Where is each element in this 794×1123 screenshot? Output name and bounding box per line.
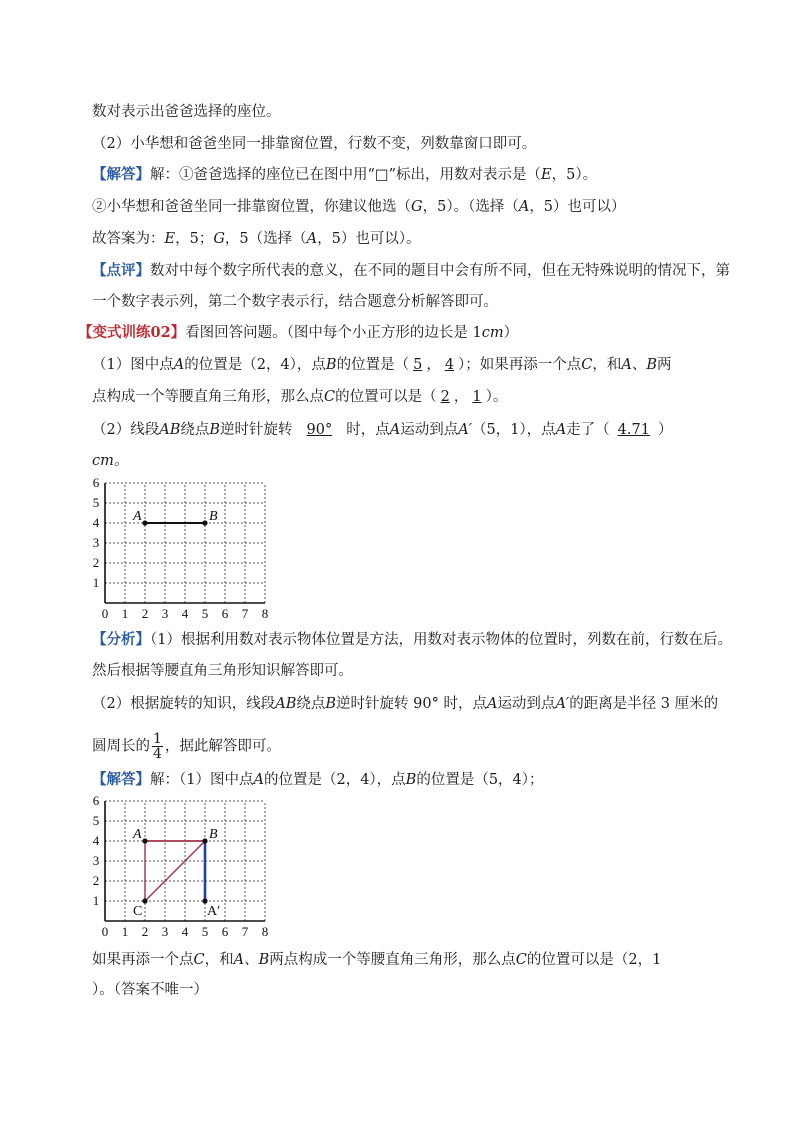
answer-blank: 1 [472,389,482,405]
x-tick-label: 7 [241,924,249,939]
point-label: C [133,904,143,919]
x-tick-label: 0 [101,924,109,939]
fraction: $\frac{1}{4}$ [153,731,162,762]
comment-line: 一个数字表示列，第二个数字表示行，结合题意分析解答即可。 [92,294,498,310]
x-tick-label: 2 [141,924,149,939]
question-line: （1）图中点A的位置是（2，4），点B的位置是（ 5 ， 4 ）；如果再添一个点C，和A、B两 [92,357,672,373]
x-tick-label: 4 [181,606,189,621]
coordinate-grid-answer [85,795,285,940]
x-tick-label: 6 [221,924,229,939]
answer-line: ②小华想和爸爸坐同一排靠窗位置，你建议他选（G，5）。（选择（A，5）也可以） [92,199,626,215]
y-tick-label: 4 [92,833,100,848]
y-tick-label: 3 [92,853,100,868]
y-tick-label: 6 [92,477,100,490]
paragraph-line: 数对表示出爸爸选择的座位。 [92,104,281,120]
x-tick-label: 5 [201,606,209,621]
x-tick-label: 0 [101,606,109,621]
paragraph-line: （2）小华想和爸爸坐同一排靠窗位置，行数不变，列数靠窗口即可。 [92,136,537,152]
x-tick-label: 8 [261,606,269,621]
comment-line: 【点评】数对中每个数字所代表的意义，在不同的题目中会有所不同，但在无特殊说明的情况下，第 [92,262,730,279]
final-line: 如果再添一个点C，和A、B两点构成一个等腰直角三角形，那么点C的位置可以是（2，1 [92,952,662,968]
x-tick-label: 3 [161,924,169,939]
analysis-line: 圆周长的 $\frac{1}{4}$ ，据此解答即可。 [92,731,281,762]
coordinate-grid [85,477,285,622]
y-tick-label: 2 [92,873,100,888]
x-tick-label: 4 [181,924,189,939]
y-tick-label: 4 [92,515,100,530]
answer-blank: 90° [306,422,333,438]
analysis-line: （2）根据旋转的知识，线段AB绕点B逆时针旋转 90° 时，点A运动到点A′的距离是半径 3 厘米的 [92,696,719,712]
point-label: A [133,509,142,524]
x-tick-label: 1 [121,606,129,621]
point-label: A [133,827,142,842]
point-label: A′ [207,904,221,919]
question-line: 点构成一个等腰直角三角形，那么点C的位置可以是（ 2 ， 1 ）。 [92,389,508,405]
y-tick-label: 6 [92,795,100,808]
answer-blank: 5 [413,357,423,373]
segment-cb [145,841,205,901]
point-A [142,838,147,843]
point-A′ [202,898,207,903]
x-tick-label: 6 [221,606,229,621]
analysis-tag: 【分析】 [92,631,150,648]
y-tick-label: 5 [92,495,100,510]
analysis-line: 【分析】（1）根据利用数对表示物体位置是方法，用数对表示物体的位置时，列数在前，行数在后。 [92,631,732,648]
answer-blank: 4 [444,357,455,373]
answer-blank: 4.71 [617,422,650,438]
point-A [142,520,147,525]
x-tick-label: 7 [241,606,249,621]
point-B [202,838,207,843]
analysis-line: 然后根据等腰直角三角形知识解答即可。 [92,663,353,679]
question-line: cm。 [92,453,129,469]
point-C [142,898,147,903]
question-line: （2）线段AB绕点B逆时针旋转 90° 时，点A运动到点A′（5，1），点A走了（ 4.71 ） [92,422,673,438]
x-tick-label: 1 [121,924,129,939]
answer-blank: 2 [440,389,450,405]
answer-line: 【解答】解：①爸爸选择的座位已在图中用“□”标出，用数对表示是（E，5）。 [92,166,598,183]
y-tick-label: 1 [92,893,100,908]
y-tick-label: 5 [92,813,100,828]
x-tick-label: 5 [201,924,209,939]
x-tick-label: 2 [141,606,149,621]
point-label: B [209,827,218,842]
y-tick-label: 3 [92,535,100,550]
y-tick-label: 2 [92,555,100,570]
answer-line: 【解答】解：（1）图中点A的位置是（2，4），点B的位置是（5，4）； [92,771,544,788]
answer-tag: 【解答】 [92,166,150,183]
x-tick-label: 3 [161,606,169,621]
final-line: ）。（答案不唯一） [92,982,208,998]
answer-line: 故答案为：E，5；G，5（选择（A，5）也可以）。 [92,231,421,247]
answer-tag: 【解答】 [92,771,150,788]
variant-tag: 【变式训练02】 [78,324,186,341]
point-label: B [209,509,218,524]
x-tick-label: 8 [261,924,269,939]
point-B [202,520,207,525]
comment-tag: 【点评】 [92,262,150,279]
y-tick-label: 1 [92,575,100,590]
variant-heading: 【变式训练02】看图回答问题。（图中每个小正方形的边长是 1cm） [78,324,519,341]
